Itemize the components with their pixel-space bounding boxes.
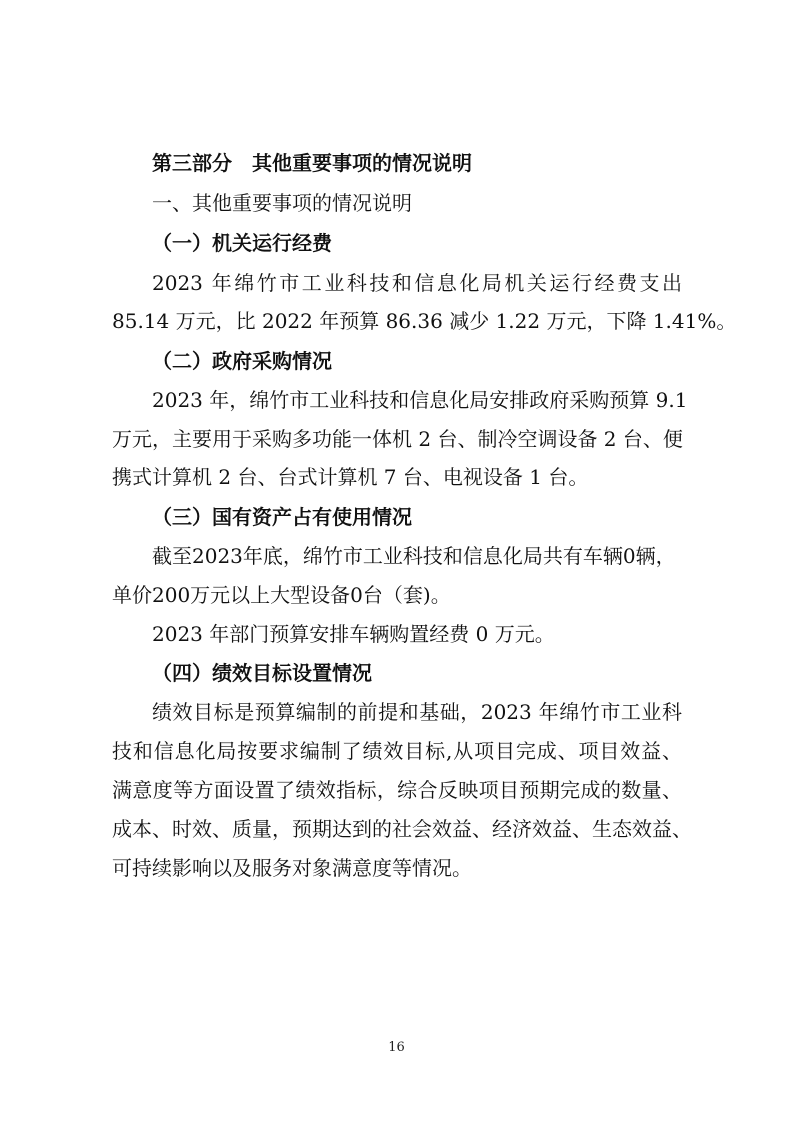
- paragraph-line: 满意度等方面设置了绩效指标，综合反映项目预期完成的数量、: [112, 778, 682, 802]
- subsection-heading-1: （一）机关运行经费: [152, 231, 332, 255]
- page-number: 16: [388, 1040, 405, 1055]
- paragraph-line: 携式计算机 2 台、台式计算机 7 台、电视设备 1 台。: [112, 465, 589, 489]
- paragraph-line: 成本、时效、质量，预期达到的社会效益、经济效益、生态效益、: [112, 817, 692, 841]
- paragraph-line: 可持续影响以及服务对象满意度等情况。: [112, 856, 472, 880]
- paragraph-line: 2023 年，绵竹市工业科技和信息化局安排政府采购预算 9.1: [152, 388, 688, 412]
- subsection-heading-3: （三）国有资产占有使用情况: [152, 505, 412, 529]
- paragraph-line: 截至2023年底，绵竹市工业科技和信息化局共有车辆0辆，: [152, 544, 676, 568]
- subsection-heading-4: （四）绩效目标设置情况: [152, 661, 372, 685]
- paragraph-line: 技和信息化局按要求编制了绩效目标,从项目完成、项目效益、: [112, 739, 682, 763]
- paragraph-line: 万元，主要用于采购多功能一体机 2 台、制冷空调设备 2 台、便: [112, 427, 683, 451]
- subsection-heading-2: （二）政府采购情况: [152, 349, 332, 373]
- section-heading: 一、其他重要事项的情况说明: [152, 191, 412, 215]
- paragraph-line: 2023 年绵竹市工业科技和信息化局机关运行经费支出: [152, 271, 682, 295]
- paragraph-line: 绩效目标是预算编制的前提和基础，2023 年绵竹市工业科: [152, 700, 682, 724]
- paragraph-line: 2023 年部门预算安排车辆购置经费 0 万元。: [152, 622, 555, 646]
- paragraph-line: 单价200万元以上大型设备0台（套)。: [112, 583, 451, 607]
- part-title: 第三部分 其他重要事项的情况说明: [152, 151, 472, 175]
- paragraph-line: 85.14 万元，比 2022 年预算 86.36 减少 1.22 万元，下降 1.41%。: [112, 309, 737, 333]
